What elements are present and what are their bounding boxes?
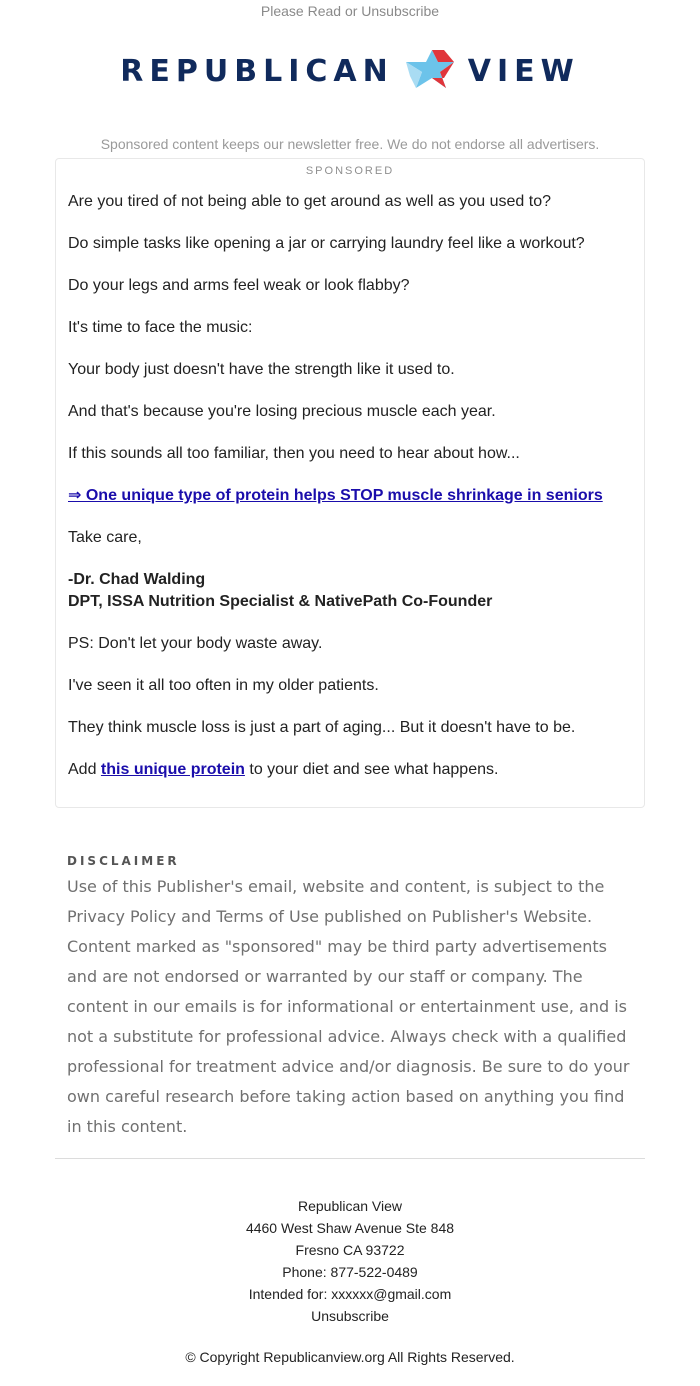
footer-intended-for: Intended for: xxxxxx@gmail.com [248,1286,452,1302]
closing-text: Take care, [68,529,142,546]
star-emblem-icon [404,48,456,95]
preheader-text: Please Read or Unsubscribe [260,3,440,19]
ps-link-paragraph [68,759,632,781]
footer-company-name: Republican View [297,1198,403,1214]
signature-block [68,569,632,613]
unsubscribe-link[interactable]: Unsubscribe [311,1308,389,1324]
copyright-text: © Copyright Republicanview.org All Rights Reserved. [185,1349,515,1365]
unique-protein-link[interactable]: this unique protein [100,761,245,778]
signature-title: DPT, ISSA Nutrition Specialist & NativePath Co-Founder [68,593,493,610]
ps-paragraph: They think muscle loss is just a part of aging... But it doesn't have to be. [68,719,576,736]
ad-paragraph: If this sounds all too familiar, then you need to hear about how... [68,445,520,462]
footer-street: 4460 West Shaw Avenue Ste 848 [245,1220,455,1236]
ad-paragraph: Do simple tasks like opening a jar or carrying laundry feel like a workout? [68,235,585,252]
sponsored-ad-card [55,158,645,808]
sponsored-label: SPONSORED [305,165,395,177]
disclaimer-section [55,854,645,1159]
ad-paragraph: Are you tired of not being able to get around as well as you used to? [68,193,551,210]
signature-name: -Dr. Chad Walding [68,571,206,588]
ps-paragraph: I've seen it all too often in my older patients. [68,677,379,694]
ps-text-before: Add [68,761,101,778]
footer-address [0,1195,700,1327]
footer-phone: Phone: 877-522-0489 [282,1264,418,1280]
ad-main-link-paragraph [68,485,632,507]
sponsor-note: Sponsored content keeps our newsletter free. We do not endorse all advertisers. [100,136,600,152]
protein-offer-link[interactable]: ⇒ One unique type of protein helps STOP muscle shrinkage in seniors [68,487,603,504]
logo-word-left: REPUBLICAN [120,53,394,89]
ad-paragraph: It's time to face the music: [68,319,253,336]
brand-logo[interactable] [0,48,700,94]
ad-paragraph: Do your legs and arms feel weak or look flabby? [68,277,410,294]
logo-word-right: VIEW [467,53,580,89]
disclaimer-body: Use of this Publisher's email, website and content, is subject to the Privacy Policy and Terms of Use published on Publisher's Website. Content marked as "sponsored" may be third party advertisements and are not endorsed or warranted by our staff or company. The content in our emails is for informational or entertainment use, and is not a substitute for professional advice. Always check with a qualified professional for treatment advice and/or diagnosis. Be sure to do your own careful research before taking action based on anything you find in this content. [67,877,630,1136]
ad-paragraph: Your body just doesn't have the strength like it used to. [68,361,455,378]
ps-text-after: to your diet and see what happens. [244,761,499,778]
ps-paragraph: PS: Don't let your body waste away. [68,635,323,652]
footer-city: Fresno CA 93722 [295,1242,405,1258]
disclaimer-title: DISCLAIMER [67,854,180,868]
ad-paragraph: And that's because you're losing precious muscle each year. [68,403,496,420]
